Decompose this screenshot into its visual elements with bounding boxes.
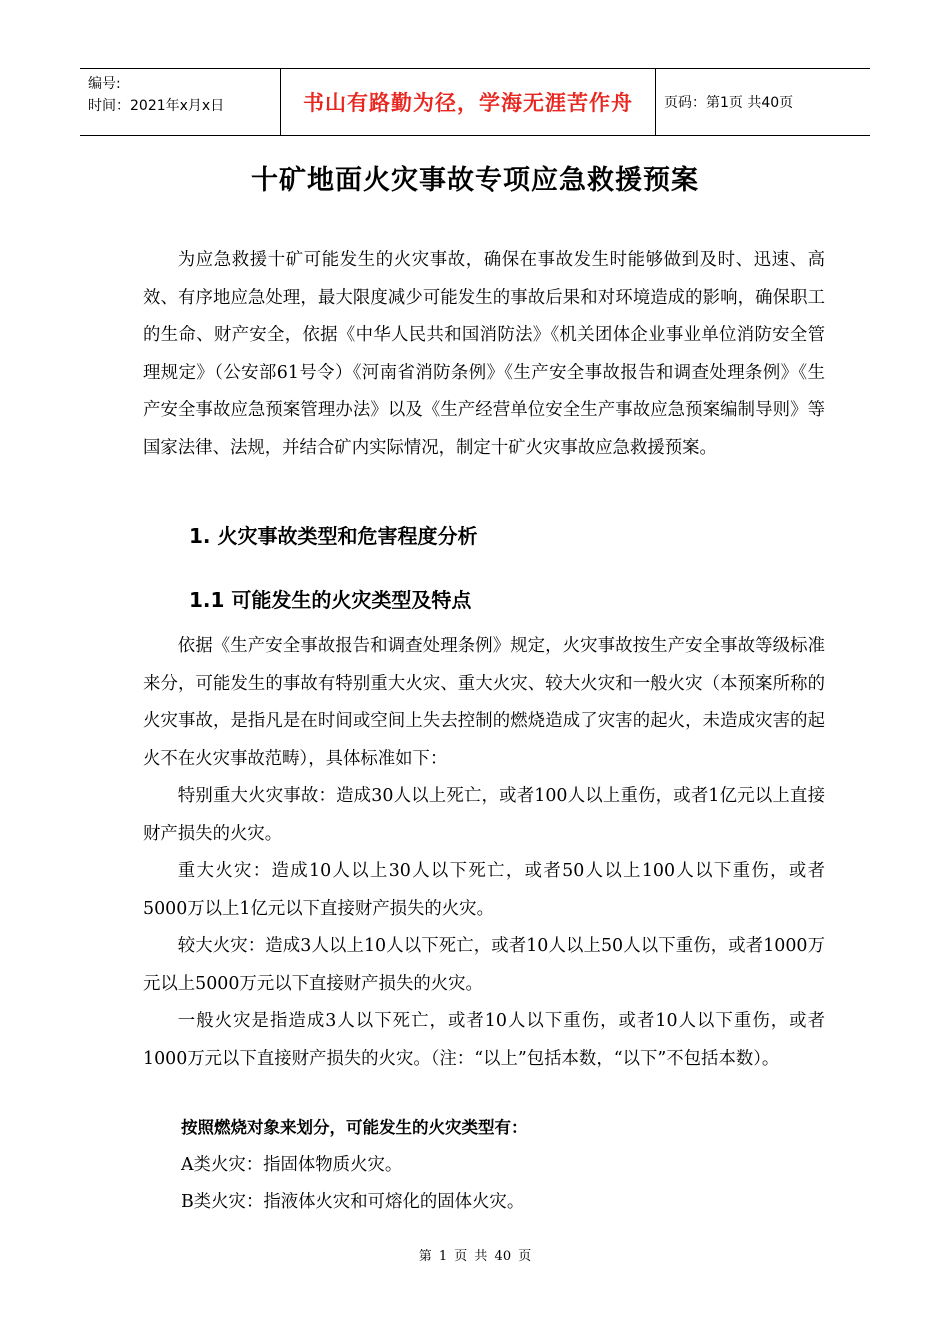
page-footer: 第 1 页 共 40 页	[418, 1249, 532, 1264]
intro-paragraph: 为应急救援十矿可能发生的火灾事故，确保在事故发生时能够做到及时、迅速、高效、有序地应急处理，最大限度减少可能发生的事故后果和对环境造成的影响，确保职工的生命、财产安全，依据《中华人民共和国消防法》《机关团体企业事业单位消防安全管理规定》（公安部61号令）《河南省消防条例》《生产安全事故报告和调查处理条例》《生产安全事故应急预案管理办法》以及《生产经营单位安全生产事故应急预案编制导则》等国家法律、法规，并结合矿内实际情况，制定十矿火灾事故应急救援预案。	[143, 250, 825, 458]
paragraph: 重大火灾：造成10人以上30人以下死亡，或者50人以上100人以下重伤，或者5000万以上1亿元以下直接财产损失的火灾。	[143, 861, 825, 919]
paragraph: 较大火灾：造成3人以上10人以下死亡，或者10人以上50人以下重伤，或者1000万元以上5000万元以下直接财产损失的火灾。	[143, 936, 825, 994]
class-a-line: A类火灾：指固体物质火灾。	[181, 1155, 403, 1175]
number-label: 编号:	[88, 76, 121, 92]
page-header	[80, 68, 870, 136]
document-title: 十矿地面火灾事故专项应急救援预案	[251, 165, 699, 196]
paragraph: 特别重大火灾事故：造成30人以上死亡，或者100人以上重伤，或者1亿元以上直接财产损失的火灾。	[143, 786, 825, 844]
class-b-line: B类火灾：指液体火灾和可熔化的固体火灾。	[181, 1192, 525, 1212]
section-1-heading: 1. 火灾事故类型和危害程度分析	[189, 524, 478, 548]
intro-block	[143, 242, 825, 467]
section-1-1-body	[143, 628, 825, 1078]
classification-heading: 按照燃烧对象来划分，可能发生的火灾类型有：	[181, 1118, 528, 1137]
section-1-1-heading: 1.1 可能发生的火灾类型及特点	[189, 588, 472, 612]
header-page-info: 页码：第1页 共40页	[664, 95, 794, 111]
header-meta	[80, 69, 280, 135]
paragraph: 依据《生产安全事故报告和调查处理条例》规定，火灾事故按生产安全事故等级标准来分，可能发生的事故有特别重大火灾、重大火灾、较大火灾和一般火灾（本预案所称的火灾事故，是指凡是在时间或空间上失去控制的燃烧造成了灾害的起火，未造成灾害的起火不在火灾事故范畴），具体标准如下：	[143, 636, 825, 769]
header-motto: 书山有路勤为径，学海无涯苦作舟	[280, 69, 656, 135]
time-label: 时间：2021年x月x日	[88, 98, 225, 114]
paragraph: 一般火灾是指造成3人以下死亡，或者10人以下重伤，或者10人以下重伤，或者1000万元以下直接财产损失的火灾。（注：“以上”包括本数，“以下”不包括本数）。	[143, 1011, 825, 1069]
